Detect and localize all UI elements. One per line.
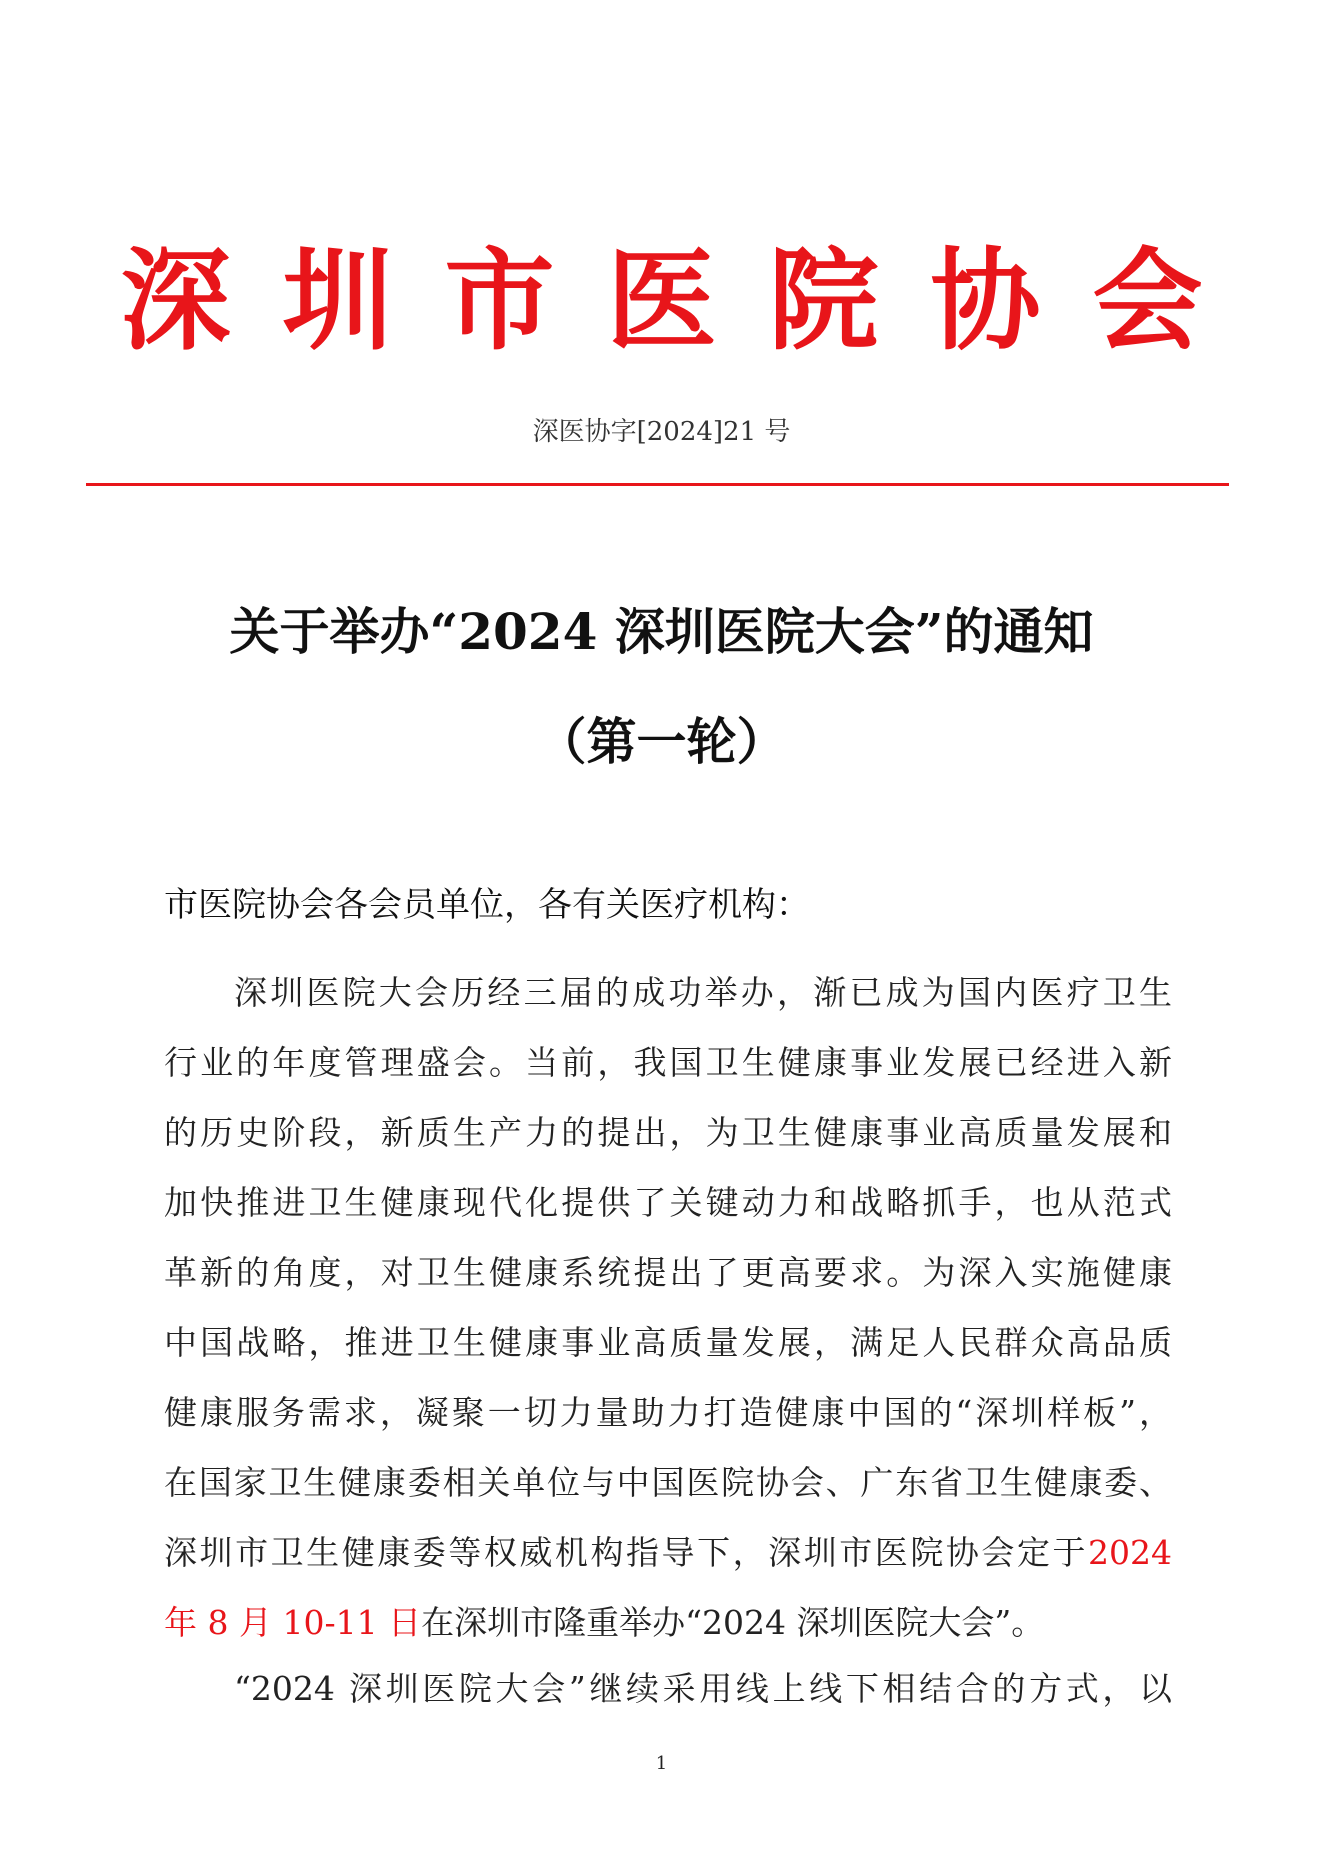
paragraph-line: 深圳医院大会历经三届的成功举办，渐已成为国内医疗卫生	[234, 973, 1172, 1012]
paragraph-line	[164, 1588, 1172, 1658]
paragraph-line: “2024 深圳医院大会”继续采用线上线下相结合的方式，以	[234, 1669, 1172, 1708]
paragraph-line: 加快推进卫生健康现代化提供了关键动力和战略抓手，也从范式	[164, 1183, 1172, 1222]
event-date-highlight: 年 8 月 10-11 日	[164, 1603, 422, 1642]
paragraph-text: 深圳市卫生健康委等权威机构指导下，深圳市医院协会定于	[164, 1533, 1089, 1572]
notice-title: 关于举办“2024 深圳医院大会”的通知	[229, 602, 1094, 661]
notice-round-subtitle: （第一轮）	[536, 712, 787, 771]
page-number: 1	[655, 1753, 668, 1774]
red-divider-line	[86, 483, 1229, 486]
paragraph-line: 行业的年度管理盛会。当前，我国卫生健康事业发展已经进入新	[164, 1043, 1172, 1082]
event-date-highlight: 2024	[1088, 1533, 1172, 1572]
document-number: 深医协字[2024]21 号	[532, 417, 791, 447]
paragraph-line: 的历史阶段，新质生产力的提出，为卫生健康事业高质量发展和	[164, 1113, 1172, 1152]
body-paragraph-2	[164, 1654, 1172, 1724]
paragraph-line	[164, 1518, 1172, 1588]
paragraph-line: 在国家卫生健康委相关单位与中国医院协会、广东省卫生健康委、	[164, 1463, 1172, 1502]
body-paragraph-1	[164, 958, 1172, 1658]
paragraph-line: 中国战略，推进卫生健康事业高质量发展，满足人民群众高品质	[164, 1323, 1172, 1362]
org-name-header: 深圳市医院协会	[120, 237, 1255, 365]
paragraph-line: 健康服务需求，凝聚一切力量助力打造健康中国的“深圳样板”，	[164, 1393, 1172, 1432]
paragraph-line: 革新的角度，对卫生健康系统提出了更高要求。为深入实施健康	[164, 1253, 1172, 1292]
salutation: 市医院协会各会员单位，各有关医疗机构：	[164, 885, 810, 925]
paragraph-text: 在深圳市隆重举办“2024 深圳医院大会”。	[421, 1603, 1045, 1642]
